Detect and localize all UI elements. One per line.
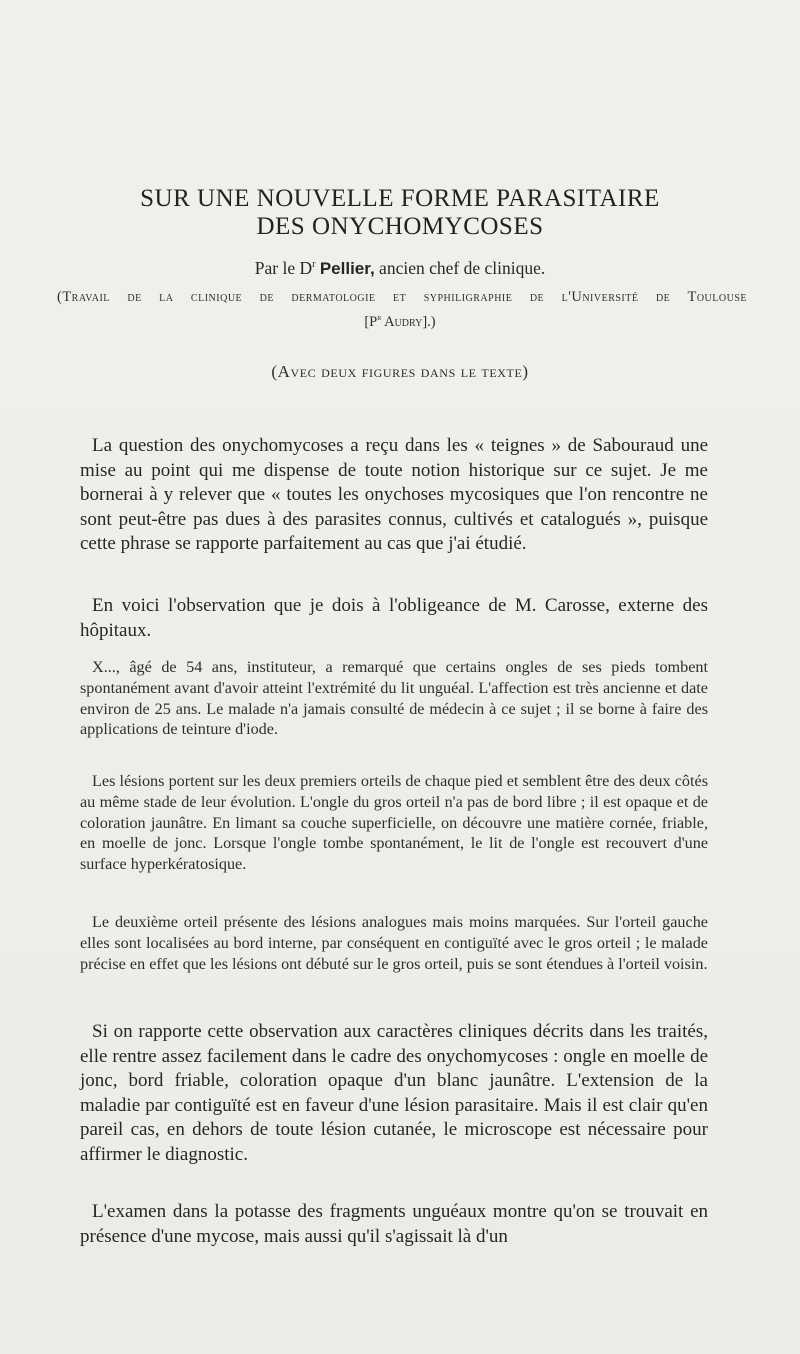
author-byline xyxy=(0,258,800,279)
affiliation-rest: Audry].) xyxy=(381,313,436,330)
author-name: Pellier, xyxy=(319,259,375,278)
article-title-line-1: SUR UNE NOUVELLE FORME PARASITAIRE xyxy=(140,185,660,212)
byline-prefix: Par le D xyxy=(254,258,313,278)
affiliation-line-2 xyxy=(0,312,800,331)
affiliation-pr-superscript: r xyxy=(377,312,382,322)
paragraph-1: La question des onychomycoses a reçu dans les « teignes » de Sabouraud une mise au point qui me dispense de toute notion historique sur ce sujet. Je me bornerai à y relever que « toutes les onychoses mycosiques que l'on rencontre ne sont peut-être pas dues à des parasites connus, cultivés et catalogués », puisque cette phrase se rapporte parfaitement au cas que j'ai étudié. xyxy=(80,435,708,555)
affiliation-line-1: (Travail de la clinique de dermatologie et syphiligraphie de l'Université de Toulouse xyxy=(57,289,747,305)
paragraph-7: L'examen dans la potasse des fragments unguéaux montre qu'on se trouvait en présence d'une mycose, mais aussi qu'il s'agissait là d'un xyxy=(80,1201,708,1247)
paragraph-6: Si on rapporte cette observation aux caractères cliniques décrits dans les traités, elle rentre assez facilement dans le cadre des onychomycoses : ongle en moelle de jonc, bord friable, coloration opaque d'un blanc jaunâtre. L'extension de la maladie par contiguïté est en faveur d'une lésion parasitaire. Mais il est clair qu'en pareil cas, en dehors de toute lésion cutanée, le microscope est nécessaire pour affirmer le diagnostic. xyxy=(80,1021,708,1165)
paragraph-5: Le deuxième orteil présente des lésions analogues mais moins marquées. Sur l'orteil gauche elles sont localisées au bord interne, par conséquent en contiguïté avec le gros orteil ; le malade précise en effet que les lésions ont débuté sur le gros orteil, puis se sont étendues à l'orteil voisin. xyxy=(80,913,708,973)
byline-dr-superscript: r xyxy=(312,259,316,271)
figures-note: (Avec deux figures dans le texte) xyxy=(271,362,529,381)
affiliation-prefix: [P xyxy=(364,313,378,330)
paragraph-2: En voici l'observation que je dois à l'obligeance de M. Carosse, externe des hôpitaux. xyxy=(80,595,708,641)
paragraph-3: X..., âgé de 54 ans, instituteur, a remarqué que certains ongles de ses pieds tombent spontanément avant d'avoir atteint l'extrémité du lit unguéal. L'affection est très ancienne et date environ de 25 ans. Le malade n'a jamais consulté de médecin à ce sujet ; il se borne à faire des applications de teinture d'iode. xyxy=(80,658,708,739)
article-title-line-2: DES ONYCHOMYCOSES xyxy=(256,213,544,240)
author-role: ancien chef de clinique. xyxy=(379,258,546,278)
paragraph-4: Les lésions portent sur les deux premiers orteils de chaque pied et semblent être des deux côtés au même stade de leur évolution. L'ongle du gros orteil n'a pas de bord libre ; il est opaque et de coloration jaunâtre. En limant sa couche superficielle, on découvre une matière cornée, friable, en moelle de jonc. Lorsque l'ongle tombe spontanément, le lit de l'ongle est recouvert d'une surface hyperkératosique. xyxy=(80,772,708,874)
